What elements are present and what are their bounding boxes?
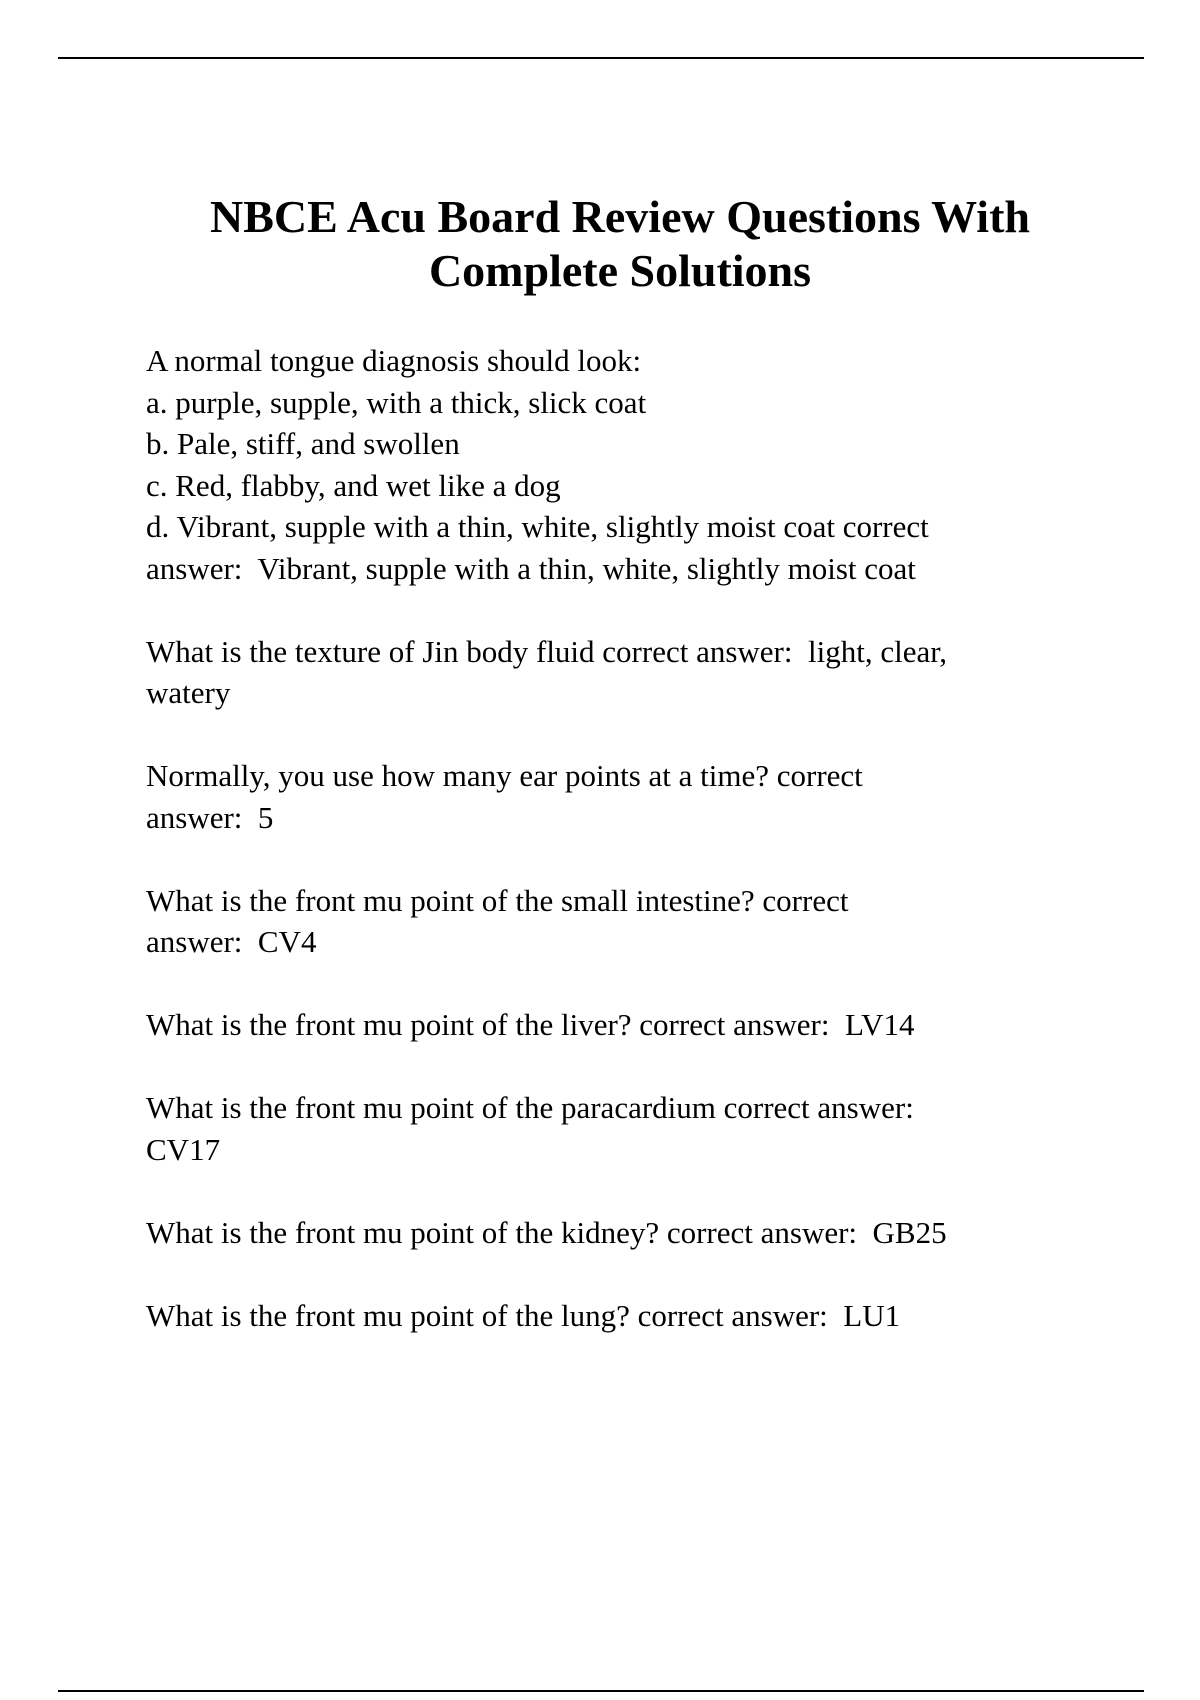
answer-option: a. purple, supple, with a thick, slick coat [146,384,647,420]
title-line-2: Complete Solutions [428,245,812,296]
correct-answer: CV17 [146,1131,221,1167]
correct-answer: answer: Vibrant, supple with a thin, white, slightly moist coat [146,550,916,586]
question-text: What is the front mu point of the lung? correct answer: LU1 [146,1297,901,1333]
question-block [146,1295,1106,1337]
question-block [146,631,1106,714]
question-list [146,340,1106,1378]
question-block [146,880,1106,963]
answer-option: c. Red, flabby, and wet like a dog [146,467,561,503]
question-text: What is the texture of Jin body fluid correct answer: light, clear, [146,633,948,669]
title-line-1: NBCE Acu Board Review Questions With [209,191,1030,242]
question-text: What is the front mu point of the kidney? correct answer: GB25 [146,1214,947,1250]
question-text: A normal tongue diagnosis should look: [146,343,642,378]
top-divider [58,57,1144,59]
answer-option: d. Vibrant, supple with a thin, white, slightly moist coat correct [146,509,929,544]
question-text: What is the front mu point of the small intestine? correct [146,882,849,918]
question-text: Normally, you use how many ear points at a time? correct [146,758,863,793]
question-text: What is the front mu point of the liver? correct answer: LV14 [146,1007,915,1042]
question-block [146,1087,1106,1170]
question-block [146,1004,1106,1046]
correct-answer: watery [146,675,231,710]
document-title [120,190,1120,298]
question-block [146,755,1106,838]
correct-answer: answer: 5 [146,799,274,835]
correct-answer: answer: CV4 [146,924,317,959]
question-block [146,340,1106,589]
bottom-divider [58,1690,1144,1692]
answer-option: b. Pale, stiff, and swollen [146,426,460,461]
question-block [146,1212,1106,1254]
question-text: What is the front mu point of the paracardium correct answer: [146,1090,914,1125]
